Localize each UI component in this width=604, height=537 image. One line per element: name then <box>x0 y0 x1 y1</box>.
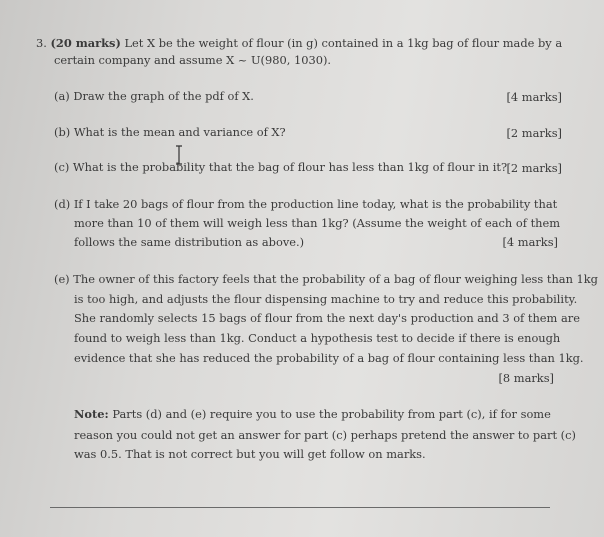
part-e-text-1: The owner of this factory feels that the probability of a bag of flour weighing less than 1kg <box>73 272 598 286</box>
part-d-label: (d) <box>54 197 71 211</box>
part-b-text: What is the mean and variance of X? <box>73 125 286 139</box>
note-text-1: Parts (d) and (e) require you to use the probability from part (c), if for some <box>112 407 551 421</box>
question-intro-line1: Let X be the weight of flour (in g) contained in a 1kg bag of flour made by a <box>124 36 563 50</box>
note-line1 <box>74 407 551 421</box>
part-d-line1 <box>54 197 557 211</box>
part-c-marks: [2 marks] <box>506 161 562 175</box>
part-e-line1 <box>54 272 598 286</box>
question-number: 3. <box>36 36 47 50</box>
part-a <box>54 89 254 103</box>
text-cursor-icon <box>175 145 183 165</box>
part-b <box>54 125 286 139</box>
question-marks: (20 marks) <box>50 36 121 50</box>
part-e-line5: evidence that she has reduced the probability of a bag of flour containing less than 1kg. <box>74 351 584 365</box>
part-a-text: Draw the graph of the pdf of X. <box>73 89 254 103</box>
part-c <box>54 160 507 174</box>
part-c-label: (c) <box>54 160 70 174</box>
part-e-line2: is too high, and adjusts the flour dispensing machine to try and reduce this probability. <box>74 292 578 306</box>
part-e-label: (e) <box>54 272 70 286</box>
note-label: Note: <box>74 407 109 421</box>
part-d-marks: [4 marks] <box>502 235 558 249</box>
part-d-text-1: If I take 20 bags of flour from the production line today, what is the probability that <box>73 197 558 211</box>
part-e-marks: [8 marks] <box>498 371 554 385</box>
bottom-divider <box>50 507 550 508</box>
part-d-line3: follows the same distribution as above.) <box>74 235 305 249</box>
part-b-label: (b) <box>54 125 71 139</box>
part-d-line2: more than 10 of them will weigh less than 1kg? (Assume the weight of each of them <box>74 216 561 230</box>
note-line2: reason you could not get an answer for part (c) perhaps pretend the answer to part (c) <box>74 428 576 442</box>
part-e-line3: She randomly selects 15 bags of flour from the next day's production and 3 of them are <box>74 311 580 325</box>
question-header <box>36 36 562 50</box>
part-e-line4: found to weigh less than 1kg. Conduct a hypothesis test to decide if there is enough <box>74 331 561 345</box>
part-a-marks: [4 marks] <box>506 90 562 104</box>
question-intro-line2: certain company and assume X ~ U(980, 1030). <box>54 53 332 67</box>
part-a-label: (a) <box>54 89 70 103</box>
part-c-text: What is the probability that the bag of flour has less than 1kg of flour in it? <box>72 160 508 174</box>
part-b-marks: [2 marks] <box>506 126 562 140</box>
note-line3: was 0.5. That is not correct but you will get follow on marks. <box>74 447 426 461</box>
